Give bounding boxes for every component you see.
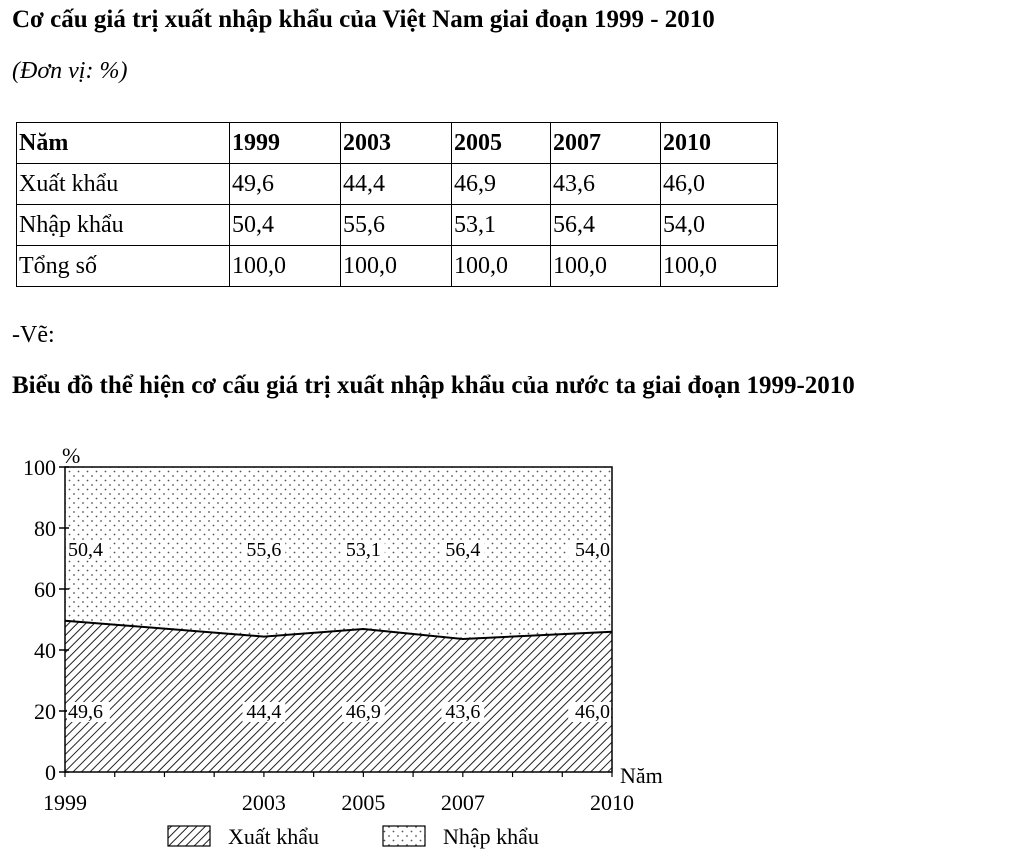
x-axis-label: Năm: [620, 763, 663, 788]
table-row: [17, 246, 778, 287]
y-tick-label: 40: [34, 638, 56, 663]
area-chart: [0, 420, 700, 855]
data-label-nhap-khau: 55,6: [246, 539, 282, 561]
data-table: [16, 122, 778, 287]
table-cell: 49,6: [230, 164, 341, 205]
data-label-xuat-khau: 44,4: [246, 701, 282, 723]
x-tick-label: 2007: [440, 790, 485, 815]
data-label-nhap-khau: 56,4: [445, 539, 481, 561]
page-title: Cơ cấu giá trị xuất nhập khẩu của Việt Nam giai đoạn 1999 - 2010: [12, 6, 715, 33]
table-cell: 55,6: [341, 205, 452, 246]
x-tick-label: 2005: [341, 790, 386, 815]
table-header-cell: Năm: [17, 123, 230, 164]
data-label-nhap-khau: 53,1: [345, 539, 381, 561]
table-cell: 46,9: [452, 164, 551, 205]
x-tick-label: 2003: [241, 790, 286, 815]
table-cell: Tổng số: [17, 246, 230, 287]
table-header-cell: 2005: [452, 123, 551, 164]
data-label-nhap-khau: 50,4: [68, 539, 103, 561]
legend-swatch: [383, 826, 425, 846]
table-cell: 100,0: [230, 246, 341, 287]
table-header-row: [17, 123, 778, 164]
y-tick-label: 100: [23, 455, 56, 480]
data-label-xuat-khau: 46,9: [345, 701, 381, 723]
legend-label: Xuất khẩu: [228, 824, 320, 849]
table-header-cell: 2010: [661, 123, 778, 164]
table-cell: Xuất khẩu: [17, 164, 230, 205]
legend-label: Nhập khẩu: [443, 824, 539, 849]
y-axis-label: %: [62, 443, 81, 468]
table-cell: 100,0: [551, 246, 661, 287]
table-cell: 44,4: [341, 164, 452, 205]
data-label-xuat-khau: 49,6: [68, 701, 103, 723]
table-cell: 100,0: [341, 246, 452, 287]
x-tick-label: 2010: [590, 790, 634, 815]
legend-swatch: [168, 826, 210, 846]
chart-title: Biểu đồ thể hiện cơ cấu giá trị xuất nhập khẩu của nước ta giai đoạn 1999-2010: [12, 372, 855, 399]
table-cell: 56,4: [551, 205, 661, 246]
table-cell: 43,6: [551, 164, 661, 205]
table-row: [17, 164, 778, 205]
data-label-nhap-khau: 54,0: [575, 539, 610, 561]
table-cell: 46,0: [661, 164, 778, 205]
y-tick-label: 80: [34, 516, 56, 541]
table-cell: 50,4: [230, 205, 341, 246]
table-cell: Nhập khẩu: [17, 205, 230, 246]
y-tick-label: 0: [45, 760, 56, 785]
area-nhap-khau: [65, 467, 612, 639]
x-tick-label: 1999: [43, 790, 87, 815]
table-cell: 53,1: [452, 205, 551, 246]
y-tick-label: 20: [34, 699, 56, 724]
draw-label: -Vẽ:: [12, 322, 55, 348]
area-xuat-khau: [65, 621, 612, 772]
y-tick-label: 60: [34, 577, 56, 602]
table-header-cell: 2003: [341, 123, 452, 164]
unit-note: (Đơn vị: %): [12, 58, 128, 84]
table-header-cell: 1999: [230, 123, 341, 164]
table-row: [17, 205, 778, 246]
data-label-xuat-khau: 46,0: [575, 701, 610, 723]
table-cell: 100,0: [661, 246, 778, 287]
table-header-cell: 2007: [551, 123, 661, 164]
data-label-xuat-khau: 43,6: [445, 701, 481, 723]
table-cell: 54,0: [661, 205, 778, 246]
table-cell: 100,0: [452, 246, 551, 287]
